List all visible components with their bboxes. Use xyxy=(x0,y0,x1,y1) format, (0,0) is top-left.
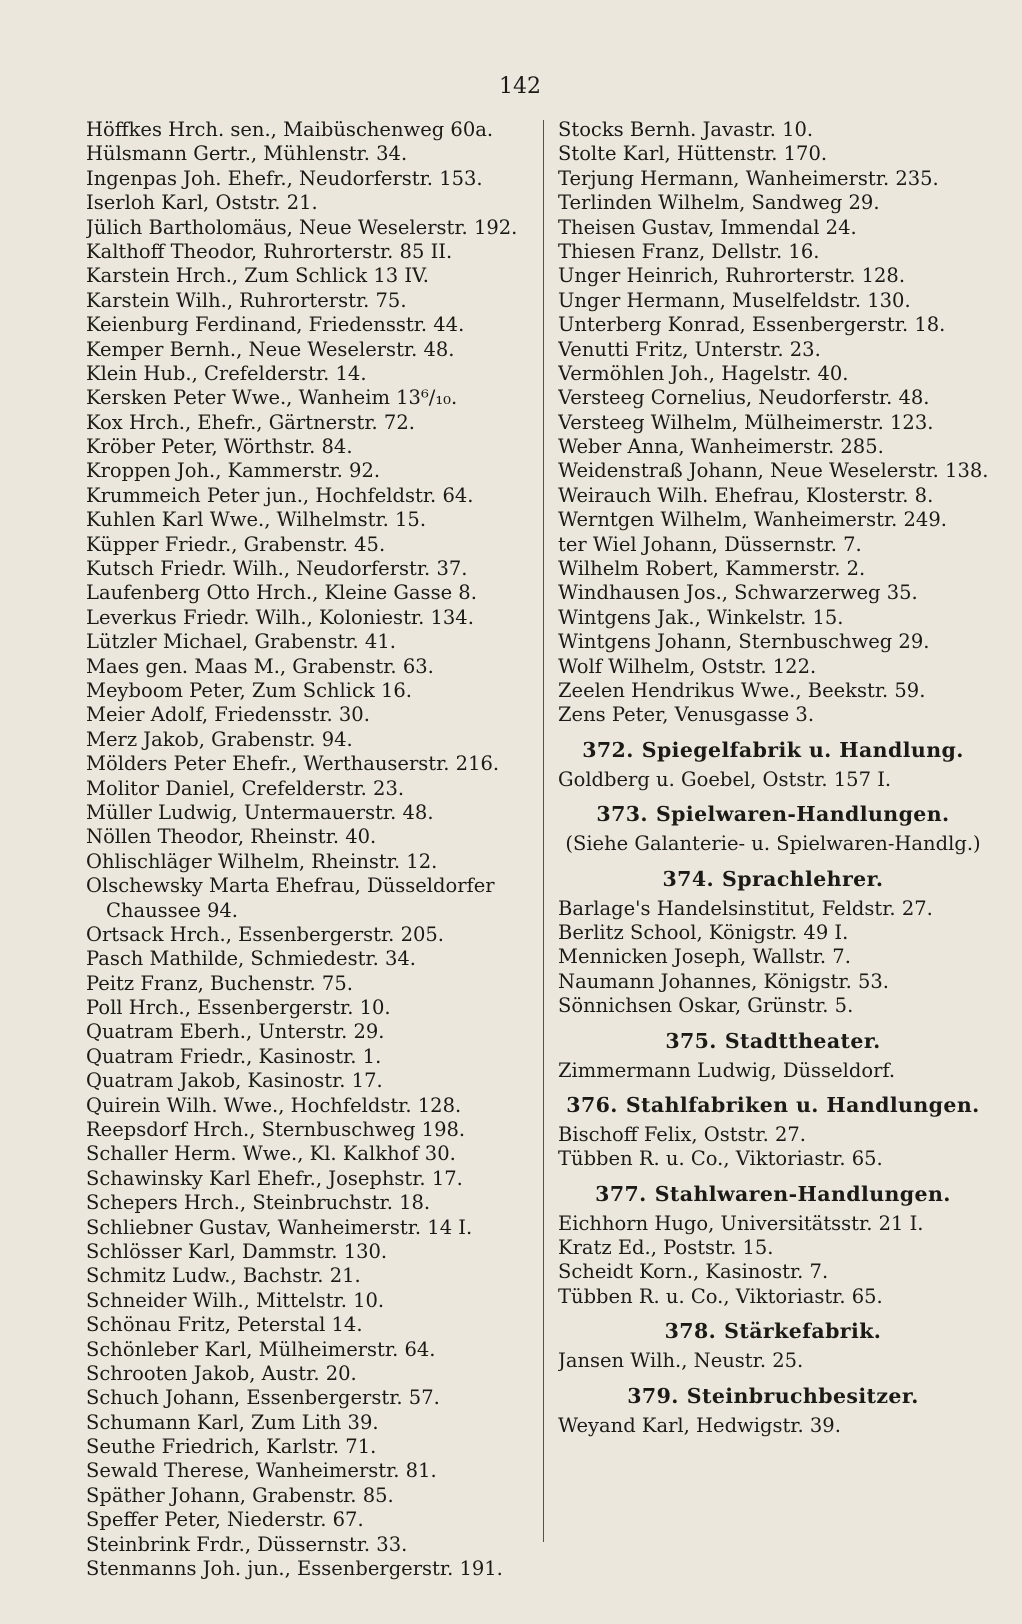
directory-entry: Windhausen Jos., Schwarzerweg 35. xyxy=(558,581,918,605)
directory-entry: Krummeich Peter jun., Hochfeldstr. 64. xyxy=(86,483,474,507)
directory-entry: Lützler Michael, Grabenstr. 41. xyxy=(86,630,396,654)
directory-entry: Zeelen Hendrikus Wwe., Beekstr. 59. xyxy=(558,678,926,702)
directory-entry: Bischoff Felix, Oststr. 27. xyxy=(558,1122,806,1146)
directory-entry: Werntgen Wilhelm, Wanheimerstr. 249. xyxy=(558,508,947,532)
page-number: 142 xyxy=(499,74,541,99)
section-376 xyxy=(558,1092,988,1172)
directory-entry: Kroppen Joh., Kammerstr. 92. xyxy=(86,459,381,483)
section-heading xyxy=(558,737,988,768)
section-number: 377. xyxy=(595,1181,647,1206)
section-number: 378. xyxy=(664,1319,717,1344)
directory-entry: Kröber Peter, Wörthstr. 84. xyxy=(86,435,353,459)
directory-entry: Versteeg Cornelius, Neudorferstr. 48. xyxy=(558,386,930,410)
section-title: Stadttheater. xyxy=(724,1028,881,1053)
directory-entry: Höffkes Hrch. sen., Maibüschenweg 60a. xyxy=(86,118,494,141)
directory-entry: Naumann Johannes, Königstr. 53. xyxy=(558,969,889,993)
directory-entry: ter Wiel Johann, Düssernstr. 7. xyxy=(558,532,862,556)
directory-entry: Unger Heinrich, Ruhrorterstr. 128. xyxy=(558,264,906,288)
directory-entry: Poll Hrch., Essenbergerstr. 10. xyxy=(86,996,391,1020)
directory-entry: Schepers Hrch., Steinbruchstr. 18. xyxy=(86,1191,431,1215)
directory-entry: Schuch Johann, Essenbergerstr. 57. xyxy=(86,1386,440,1410)
directory-entry: Vermöhlen Joh., Hagelstr. 40. xyxy=(558,361,849,385)
section-heading xyxy=(558,1383,988,1414)
section-title: Stahlwaren-Handlungen. xyxy=(654,1181,951,1206)
section-378 xyxy=(558,1318,988,1373)
directory-entry: Ingenpas Joh. Ehefr., Neudorferstr. 153. xyxy=(86,166,483,190)
directory-entry: Zimmermann Ludwig, Düsseldorf. xyxy=(558,1058,896,1082)
directory-entry: Chaussee 94. xyxy=(106,898,238,922)
directory-entry: Ohlischläger Wilhelm, Rheinstr. 12. xyxy=(86,849,438,873)
right-column-sections xyxy=(558,737,988,1438)
directory-entry: Kutsch Friedr. Wilh., Neudorferstr. 37. xyxy=(86,557,468,581)
section-note: (Siehe Galanterie- u. Spielwaren-Handlg.) xyxy=(565,832,981,856)
directory-entry: Kersken Peter Wwe., Wanheim 13⁶/₁₀. xyxy=(86,386,458,410)
directory-entry: Kuhlen Karl Wwe., Wilhelmstr. 15. xyxy=(86,508,427,532)
directory-entry: Thiesen Franz, Dellstr. 16. xyxy=(558,239,820,263)
section-title: Steinbruchbesitzer. xyxy=(686,1383,919,1408)
directory-entry: Kratz Ed., Poststr. 15. xyxy=(558,1236,774,1260)
directory-entry: Venutti Fritz, Unterstr. 23. xyxy=(558,337,821,361)
directory-entry: Küpper Friedr., Grabenstr. 45. xyxy=(86,532,386,556)
directory-entry: Unterberg Konrad, Essenbergerstr. 18. xyxy=(558,313,946,337)
directory-entry: Merz Jakob, Grabenstr. 94. xyxy=(86,727,353,751)
directory-entry: Schönau Fritz, Peterstal 14. xyxy=(86,1313,363,1337)
directory-entry: Schneider Wilh., Mittelstr. 10. xyxy=(86,1288,385,1312)
directory-entry: Olschewsky Marta Ehefrau, Düsseldorfer xyxy=(86,874,495,898)
directory-entry: Jülich Bartholomäus, Neue Weselerstr. 192. xyxy=(86,215,518,239)
directory-entry: Stenmanns Joh. jun., Essenbergerstr. 191. xyxy=(86,1557,503,1581)
section-372 xyxy=(558,737,988,792)
directory-entry: Seuthe Friedrich, Karlstr. 71. xyxy=(86,1435,377,1459)
directory-entry: Schönleber Karl, Mülheimerstr. 64. xyxy=(86,1337,436,1361)
right-column-entries xyxy=(558,118,988,728)
directory-entry: Jansen Wilh., Neustr. 25. xyxy=(558,1349,804,1373)
column-divider xyxy=(543,120,544,1542)
directory-entry: Laufenberg Otto Hrch., Kleine Gasse 8. xyxy=(86,581,477,605)
section-number: 379. xyxy=(627,1383,679,1408)
directory-entry: Unger Hermann, Muselfeldstr. 130. xyxy=(558,288,911,312)
section-heading xyxy=(558,1318,988,1349)
directory-entry: Mölders Peter Ehefr., Werthauserstr. 216. xyxy=(86,752,500,776)
directory-entry: Stolte Karl, Hüttenstr. 170. xyxy=(558,142,828,166)
directory-entry: Terlinden Wilhelm, Sandweg 29. xyxy=(558,191,880,215)
section-375 xyxy=(558,1028,988,1083)
directory-entry: Goldberg u. Goebel, Oststr. 157 I. xyxy=(558,767,892,791)
directory-entry: Weirauch Wilh. Ehefrau, Klosterstr. 8. xyxy=(558,483,934,507)
directory-entry: Quatram Friedr., Kasinostr. 1. xyxy=(86,1044,382,1068)
directory-entry: Sewald Therese, Wanheimerstr. 81. xyxy=(86,1459,437,1483)
section-379 xyxy=(558,1383,988,1438)
directory-entry: Iserloh Karl, Oststr. 21. xyxy=(86,191,318,215)
directory-entry: Sönnichsen Oskar, Grünstr. 5. xyxy=(558,994,854,1018)
directory-entry: Wilhelm Robert, Kammerstr. 2. xyxy=(558,557,866,581)
section-title: Sprachlehrer. xyxy=(722,866,884,891)
directory-entry: Berlitz School, Königstr. 49 I. xyxy=(558,920,849,944)
directory-entry: Schrooten Jakob, Austr. 20. xyxy=(86,1361,357,1385)
directory-entry: Kemper Bernh., Neue Weselerstr. 48. xyxy=(86,337,455,361)
directory-entry: Meier Adolf, Friedensstr. 30. xyxy=(86,703,370,727)
section-373 xyxy=(558,801,988,856)
section-title: Stärkefabrik. xyxy=(724,1319,882,1344)
directory-entry: Zens Peter, Venusgasse 3. xyxy=(558,703,815,727)
directory-entry: Leverkus Friedr. Wilh., Koloniestr. 134. xyxy=(86,605,474,629)
directory-entry: Weber Anna, Wanheimerstr. 285. xyxy=(558,435,884,459)
directory-entry: Quatram Eberh., Unterstr. 29. xyxy=(86,1020,385,1044)
directory-entry: Schlösser Karl, Dammstr. 130. xyxy=(86,1239,388,1263)
section-heading xyxy=(558,1092,988,1123)
section-title: Stahlfabriken u. Handlungen. xyxy=(625,1092,980,1117)
section-heading xyxy=(558,1181,988,1212)
directory-entry: Quatram Jakob, Kasinostr. 17. xyxy=(86,1069,383,1093)
directory-entry: Versteeg Wilhelm, Mülheimerstr. 123. xyxy=(558,410,934,434)
directory-entry: Weyand Karl, Hedwigstr. 39. xyxy=(558,1413,841,1437)
directory-entry: Pasch Mathilde, Schmiedestr. 34. xyxy=(86,947,416,971)
directory-entry: Nöllen Theodor, Rheinstr. 40. xyxy=(86,825,377,849)
section-number: 372. xyxy=(582,737,634,762)
directory-entry: Wolf Wilhelm, Oststr. 122. xyxy=(558,654,817,678)
section-number: 374. xyxy=(662,866,715,891)
directory-entry: Tübben R. u. Co., Viktoriastr. 65. xyxy=(558,1147,883,1171)
directory-entry: Keienburg Ferdinand, Friedensstr. 44. xyxy=(86,313,465,337)
directory-entry: Ortsack Hrch., Essenbergerstr. 205. xyxy=(86,922,444,946)
directory-entry: Klein Hub., Crefelderstr. 14. xyxy=(86,361,367,385)
directory-entry: Kox Hrch., Ehefr., Gärtnerstr. 72. xyxy=(86,410,415,434)
directory-entry: Steinbrink Frdr., Düssernstr. 33. xyxy=(86,1532,408,1556)
left-column xyxy=(86,118,526,1581)
section-heading xyxy=(558,1028,988,1059)
directory-entry: Müller Ludwig, Untermauerstr. 48. xyxy=(86,800,434,824)
section-heading xyxy=(558,866,988,897)
directory-entry: Mennicken Joseph, Wallstr. 7. xyxy=(558,945,851,969)
directory-entry: Karstein Hrch., Zum Schlick 13 IV. xyxy=(86,264,429,288)
section-number: 376. xyxy=(566,1092,618,1117)
directory-entry: Speffer Peter, Niederstr. 67. xyxy=(86,1508,364,1532)
directory-entry: Quirein Wilh. Wwe., Hochfeldstr. 128. xyxy=(86,1093,462,1117)
directory-entry: Eichhorn Hugo, Universitätsstr. 21 I. xyxy=(558,1211,924,1235)
section-374 xyxy=(558,866,988,1019)
directory-entry: Reepsdorf Hrch., Sternbuschweg 198. xyxy=(86,1118,466,1142)
section-title: Spielwaren-Handlungen. xyxy=(655,802,950,827)
directory-entry: Molitor Daniel, Crefelderstr. 23. xyxy=(86,776,405,800)
directory-entry: Hülsmann Gertr., Mühlenstr. 34. xyxy=(86,142,408,166)
directory-entry: Schawinsky Karl Ehefr., Josephstr. 17. xyxy=(86,1166,463,1190)
directory-entry: Meyboom Peter, Zum Schlick 16. xyxy=(86,678,412,702)
directory-entry: Barlage's Handelsinstitut, Feldstr. 27. xyxy=(558,896,933,920)
directory-entry: Schaller Herm. Wwe., Kl. Kalkhof 30. xyxy=(86,1142,456,1166)
directory-entry: Maes gen. Maas M., Grabenstr. 63. xyxy=(86,654,434,678)
directory-entry: Scheidt Korn., Kasinostr. 7. xyxy=(558,1260,829,1284)
section-number: 375. xyxy=(665,1028,717,1053)
directory-entry: Schliebner Gustav, Wanheimerstr. 14 I. xyxy=(86,1215,473,1239)
right-column xyxy=(558,118,988,1438)
directory-entry: Kalthoff Theodor, Ruhrorterstr. 85 II. xyxy=(86,239,453,263)
directory-entry: Theisen Gustav, Immendal 24. xyxy=(558,215,857,239)
section-heading xyxy=(558,801,988,832)
section-number: 373. xyxy=(596,802,648,827)
directory-entry: Schmitz Ludw., Bachstr. 21. xyxy=(86,1264,361,1288)
directory-entry: Peitz Franz, Buchenstr. 75. xyxy=(86,971,353,995)
directory-entry: Tübben R. u. Co., Viktoriastr. 65. xyxy=(558,1284,883,1308)
section-title: Spiegelfabrik u. Handlung. xyxy=(641,737,964,762)
directory-entry: Weidenstraß Johann, Neue Weselerstr. 138. xyxy=(558,459,988,483)
section-377 xyxy=(558,1181,988,1310)
directory-entry: Wintgens Jak., Winkelstr. 15. xyxy=(558,605,844,629)
directory-entry: Späther Johann, Grabenstr. 85. xyxy=(86,1483,394,1507)
directory-entry: Karstein Wilh., Ruhrorterstr. 75. xyxy=(86,288,407,312)
directory-entry: Wintgens Johann, Sternbuschweg 29. xyxy=(558,630,930,654)
directory-entry: Terjung Hermann, Wanheimerstr. 235. xyxy=(558,166,939,190)
directory-entry: Schumann Karl, Zum Lith 39. xyxy=(86,1410,379,1434)
directory-entry: Stocks Bernh. Javastr. 10. xyxy=(558,118,814,141)
